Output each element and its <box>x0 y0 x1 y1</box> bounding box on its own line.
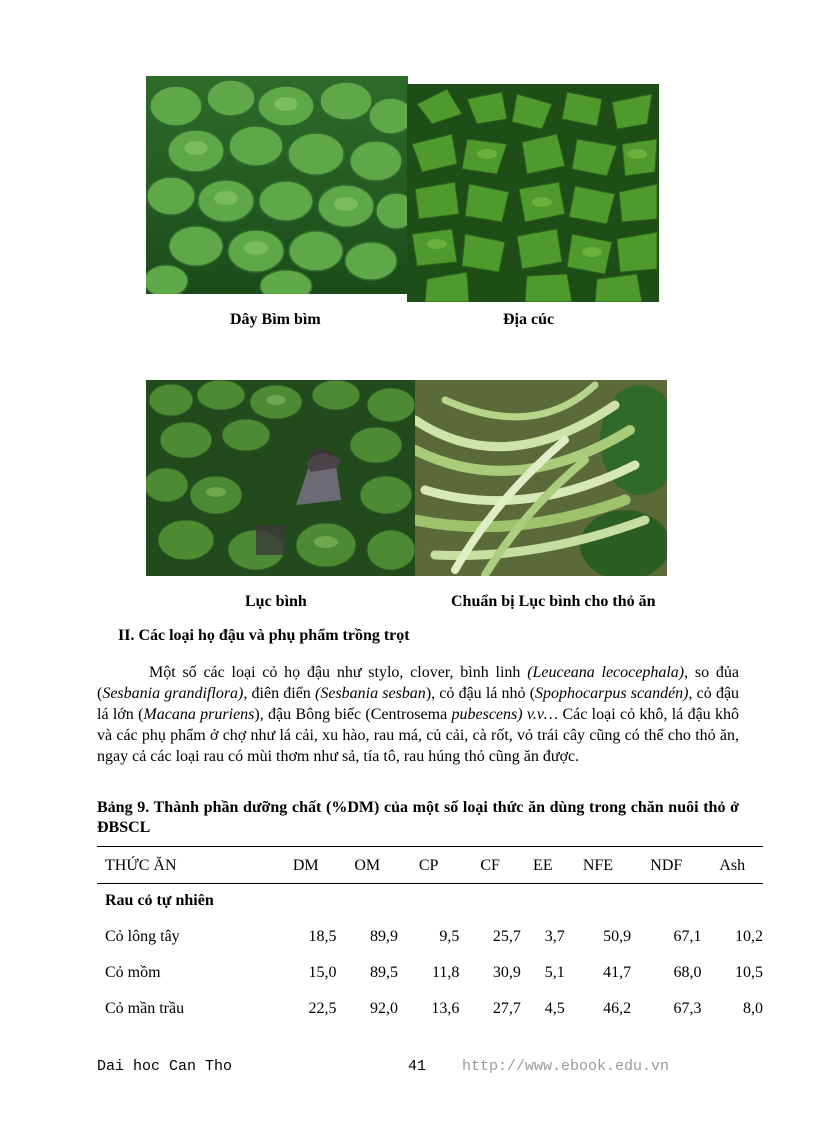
header-om: OM <box>354 856 381 874</box>
cell-ndf: 68,0 <box>673 964 702 981</box>
text-span: , so đủa ( <box>97 664 740 702</box>
text-span: Một số các loại cỏ họ đậu như stylo, clover, bình linh <box>149 664 528 681</box>
photo-chuan-bi-luc-binh <box>415 380 667 576</box>
body-paragraph <box>97 662 739 767</box>
table-group-row <box>97 883 763 919</box>
table-title: Bảng 9. Thành phần dưỡng chất (%DM) của một số loại thức ăn dùng trong chăn nuôi thỏ ở ĐBSCL <box>97 799 739 836</box>
cell-nfe: 50,9 <box>603 928 632 945</box>
cell-om: 92,0 <box>369 1000 398 1017</box>
table-top-rule <box>97 846 763 847</box>
cell-cf: 30,9 <box>492 964 521 981</box>
table-row <box>97 955 763 991</box>
latin-name: (Sesbania sesban <box>314 685 426 702</box>
table-row <box>97 919 763 955</box>
header-nfe: NFE <box>582 856 614 874</box>
header-ash: Ash <box>719 856 746 874</box>
cell-nfe: 46,2 <box>603 1000 632 1017</box>
cell-ee: 5,1 <box>544 964 565 981</box>
header-ndf: NDF <box>650 856 683 874</box>
cell-cp: 13,6 <box>431 1000 460 1017</box>
etc-text: ) v.v… <box>517 706 559 723</box>
cell-ndf: 67,1 <box>673 928 702 945</box>
cell-cf: 25,7 <box>492 928 521 945</box>
figure-caption-bim-bim: Dây Bìm bìm <box>230 311 321 328</box>
figure-caption-luc-binh: Lục bình <box>245 593 307 610</box>
latin-name: (Leuceana lecocephala) <box>527 664 685 681</box>
cell-ash: 8,0 <box>743 1000 763 1017</box>
footer-url: http://www.ebook.edu.vn <box>462 1058 670 1075</box>
table-row <box>97 991 763 1027</box>
header-ee: EE <box>533 856 553 874</box>
figure-caption-chuan-bi: Chuẩn bị Lục bình cho thỏ ăn <box>451 593 656 610</box>
footer-institution: Dai hoc Can Tho <box>97 1058 233 1075</box>
cell-om: 89,9 <box>369 928 398 945</box>
cell-ndf: 67,3 <box>673 1000 702 1017</box>
cell-dm: 22,5 <box>308 1000 337 1017</box>
header-dm: DM <box>292 856 319 874</box>
cell-ash: 10,5 <box>735 964 763 981</box>
latin-name: Sesbania grandiflora), <box>102 685 248 702</box>
header-cf: CF <box>480 856 500 874</box>
cell-ee: 3,7 <box>544 928 565 945</box>
page-number: 41 <box>408 1058 427 1075</box>
latin-name: Macana pruriens <box>143 706 255 723</box>
photo-bim-bim <box>146 76 408 294</box>
latin-name: Spophocarpus scandén), <box>535 685 693 702</box>
cell-om: 89,5 <box>369 964 398 981</box>
text-span: cỏ đậu lá lớn ( <box>97 685 740 723</box>
table-header-row <box>97 848 763 883</box>
photo-dia-cuc <box>407 84 659 302</box>
group-label: Rau cỏ tự nhiên <box>105 892 214 909</box>
text-span: ), cỏ đậu lá nhỏ ( <box>425 685 536 702</box>
cell-cf: 27,7 <box>492 1000 521 1017</box>
figure-caption-dia-cuc: Địa cúc <box>503 311 555 328</box>
cell-dm: 18,5 <box>308 928 337 945</box>
text-span: điên điển <box>247 685 315 702</box>
nutrient-table <box>97 848 763 1027</box>
cell-cp: 9,5 <box>439 928 460 945</box>
cell-feed: Cỏ mần trầu <box>105 1000 185 1017</box>
cell-cp: 11,8 <box>432 964 460 981</box>
cell-feed: Cỏ mồm <box>105 964 161 981</box>
text-span: Các loại cỏ khô, lá đậu khô và các phụ phẩm ở chợ như lá cải, xu hào, rau má, củ cải, cà rốt, vỏ trái cây cũng có thể cho thỏ ăn, ngay cả các loại rau có mùi thơm như sả, tía tô, rau húng thỏ cũng ăn được. <box>97 706 740 765</box>
header-feed: THỨC ĂN <box>105 856 177 874</box>
cell-ee: 4,5 <box>544 1000 565 1017</box>
text-span: ), đậu Bông biếc (Centrosema <box>254 706 452 723</box>
cell-dm: 15,0 <box>308 964 337 981</box>
cell-nfe: 41,7 <box>603 964 632 981</box>
cell-ash: 10,2 <box>735 928 763 945</box>
cell-feed: Cỏ lông tây <box>105 928 180 945</box>
latin-name: pubescens <box>451 706 518 723</box>
photo-luc-binh <box>146 380 415 576</box>
header-cp: CP <box>418 856 439 874</box>
section-heading: II. Các loại họ đậu và phụ phẩm trồng trọt <box>118 627 410 644</box>
